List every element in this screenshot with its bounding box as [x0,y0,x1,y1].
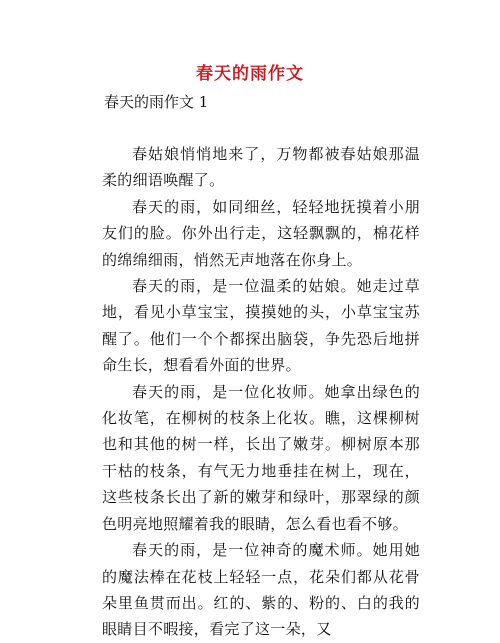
document-title: 春天的雨作文 [196,64,304,84]
paragraph-1: 春姑娘悄悄地来了，万物都被春姑娘那温柔的细语唤醒了。 [102,145,420,190]
document-subtitle: 春天的雨作文 1 [104,93,209,111]
document-body [102,141,420,643]
paragraph-2: 春天的雨，如同细丝，轻轻地抚摸着小朋友们的脸。你外出行走，这轻飘飘的，棉花样的绵绵细雨，悄然无声地落在你身上。 [102,197,420,269]
paragraph-4: 春天的雨，是一位化妆师。她拿出绿色的化妆笔，在柳树的枝条上化妆。瞧，这棵柳树也和其他的树一样，长出了嫩芽。柳树原本那干枯的枝条，有气无力地垂挂在树上，现在，这些枝条长出了新的嫩芽和绿叶，那翠绿的颜色明亮地照耀着我的眼睛，怎么看也看不够。 [102,382,420,533]
paragraph-3: 春天的雨，是一位温柔的姑娘。她走过草地，看见小草宝宝，摸摸她的头，小草宝宝苏醒了。他们一个个都探出脑袋，争先恐后地拼命生长，想看看外面的世界。 [102,277,420,375]
paragraph-5: 春天的雨，是一位神奇的魔术师。她用她的魔法棒在花枝上轻轻一点，花朵们都从花骨朵里鱼贯而出。红的、紫的、粉的、白的我的眼睛目不暇接，看完了这一朵，又 [102,541,420,639]
